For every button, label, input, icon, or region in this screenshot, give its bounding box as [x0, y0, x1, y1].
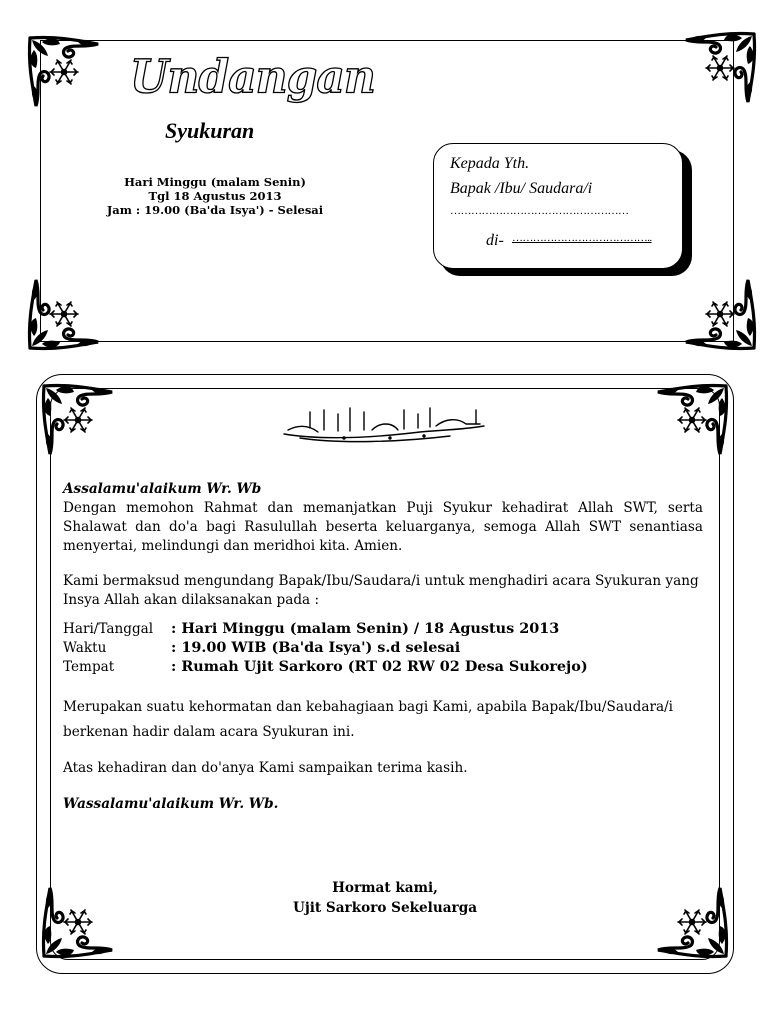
detail-label: Tempat	[63, 659, 115, 675]
signoff: Hormat kami,	[332, 880, 438, 896]
paragraph-thanks: Atas kehadiran dan do'anya Kami sampaikan terima kasih.	[63, 760, 468, 776]
closing-greeting: Wassalamu'alaikum Wr. Wb.	[63, 796, 279, 812]
detail-row-time	[63, 639, 460, 657]
bismillah-calligraphy	[280, 404, 490, 444]
floral-corner-icon	[26, 272, 106, 352]
signature: Ujit Sarkoro Sekeluarga	[292, 900, 478, 916]
event-day: Hari Minggu (malam Senin)	[124, 175, 306, 189]
floral-corner-icon	[26, 34, 106, 114]
paragraph-honor: Merupakan suatu kehormatan dan kebahagiaan bagi Kami, apabila Bapak/Ibu/Saudara/i berkenan hadir dalam acara Syukuran ini.	[63, 699, 674, 740]
floral-corner-icon	[650, 382, 730, 462]
paragraph-prayer: Dengan memohon Rahmat dan memanjatkan Puji Syukur kehadirat Allah SWT, serta Shalawat dan do'a bagi Rasulullah beserta keluarganya, semoga Allah SWT senantiasa menyertai, melindungi dan meridhoi kita. Amien.	[63, 500, 703, 554]
event-time: Jam : 19.00 (Ba'da Isya') - Selesai	[106, 203, 324, 217]
floral-corner-icon	[678, 30, 758, 110]
detail-row-date	[63, 620, 559, 638]
floral-corner-icon	[40, 880, 120, 960]
invitation-subtitle: Syukuran	[165, 118, 255, 143]
address-recipient: Bapak /Ibu/ Saudara/i	[450, 180, 593, 197]
detail-label: Waktu	[63, 640, 107, 656]
address-box	[433, 143, 683, 269]
invitation-title: Undangan	[130, 50, 375, 105]
floral-corner-icon	[650, 880, 730, 960]
greeting: Assalamu'alaikum Wr. Wb	[63, 481, 262, 497]
detail-row-place	[63, 658, 588, 676]
address-at-label: di-	[486, 232, 504, 249]
detail-value: : Rumah Ujit Sarkoro (RT 02 RW 02 Desa Sukorejo)	[171, 658, 588, 675]
address-at-line: …………………………………..	[512, 232, 652, 244]
paragraph-invitation: Kami bermaksud mengundang Bapak/Ibu/Saudara/i untuk menghadiri acara Syukuran yang Insya Allah akan dilaksanakan pada :	[63, 573, 699, 608]
event-date: Tgl 18 Agustus 2013	[148, 189, 282, 203]
floral-corner-icon	[40, 382, 120, 462]
address-to: Kepada Yth.	[450, 155, 530, 172]
detail-value: : 19.00 WIB (Ba'da Isya') s.d selesai	[171, 639, 461, 656]
detail-value: : Hari Minggu (malam Senin) / 18 Agustus 2013	[171, 620, 560, 637]
address-name-line: ……………………………………………	[450, 205, 629, 217]
detail-label: Hari/Tanggal	[63, 621, 154, 637]
floral-corner-icon	[678, 272, 758, 352]
